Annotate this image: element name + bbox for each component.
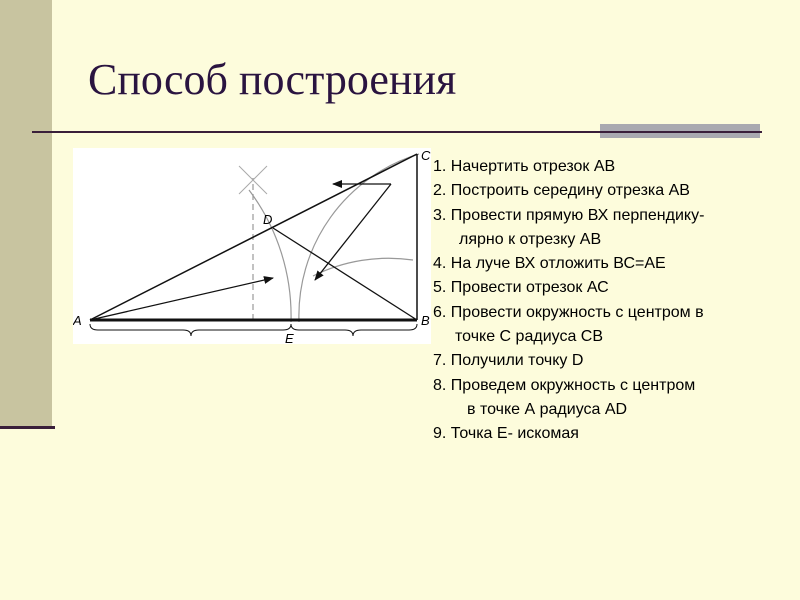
step-line: 6. Провести окружность с центром в xyxy=(433,303,704,321)
arrow-a-to-bisector xyxy=(90,278,273,320)
slide-title: Способ построения xyxy=(88,55,457,104)
arc-marked-bc xyxy=(313,258,413,276)
label-c: C xyxy=(421,148,431,163)
sidebar-bar xyxy=(0,0,52,428)
sidebar-underline xyxy=(0,426,55,429)
step-line: лярно к отрезку АВ xyxy=(459,230,602,248)
step-line: 8. Проведем окружность с центром xyxy=(433,376,696,394)
construction-figure xyxy=(73,148,431,344)
arrow-radius-down xyxy=(315,184,391,280)
label-d: D xyxy=(263,212,273,227)
label-a: A xyxy=(73,313,82,328)
step-line: 1. Начертить отрезок АВ xyxy=(433,158,616,175)
step-line: 3. Провести прямую ВХ перпендику- xyxy=(433,206,705,224)
step-line: 2. Построить середину отрезка АВ xyxy=(433,182,690,200)
brace-ae xyxy=(90,324,291,336)
arc-center-a xyxy=(249,190,291,322)
step-line: точке С радиуса СВ xyxy=(455,328,604,346)
step-line: 5. Провести отрезок АС xyxy=(433,279,609,297)
step-line: 7. Получили точку D xyxy=(433,352,584,370)
label-e: E xyxy=(285,331,294,344)
step-line: 4. На луче ВХ отложить ВС=АЕ xyxy=(433,255,666,273)
arc-center-c xyxy=(299,154,419,322)
brace-eb xyxy=(291,324,417,336)
construction-steps xyxy=(433,155,793,447)
title-rule-accent-line xyxy=(600,131,760,133)
step-line: 9. Точка Е- искомая xyxy=(433,425,579,443)
label-b: B xyxy=(421,313,430,328)
step-line: в точке А радиуса АD xyxy=(467,400,628,418)
construction-drawing xyxy=(73,148,431,344)
